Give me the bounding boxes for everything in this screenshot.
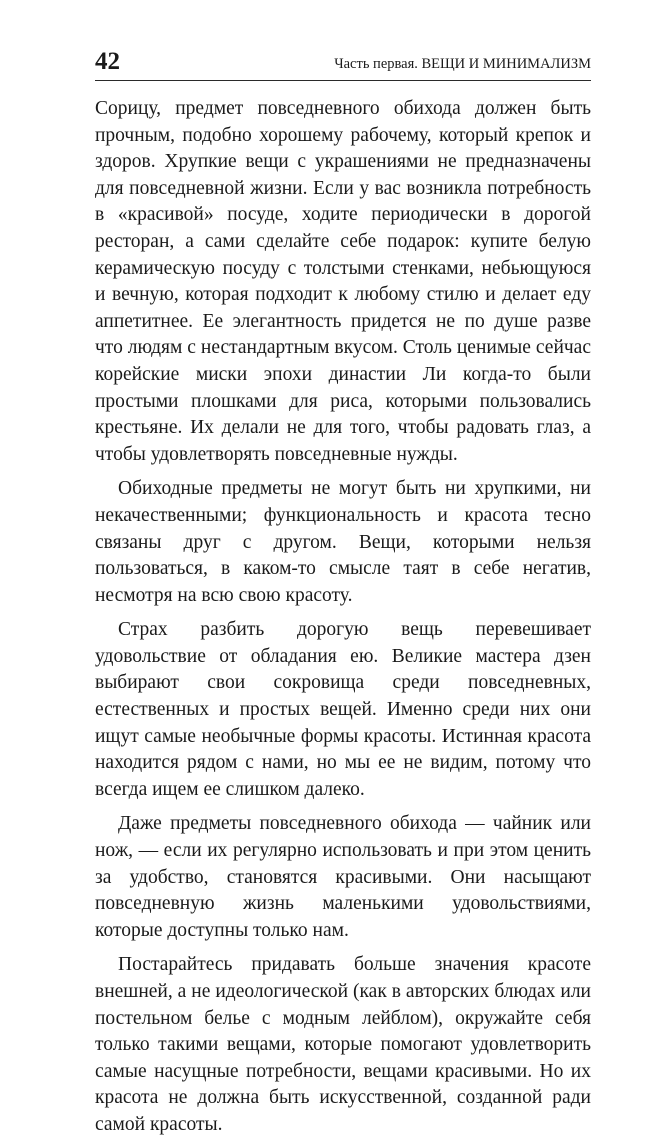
page-number: 42 [95,48,120,75]
page-header [95,40,591,81]
running-head [334,55,591,73]
paragraph: Обиходные предметы не могут быть ни хрупкими, ни некачественными; функциональность и красота тесно связаны друг с другом. Вещи, которыми нельзя пользоваться, в каком-то смысле таят в себе негатив, несмотря на всю свою красоту. [95,478,591,606]
paragraph: Даже предметы повседневного обихода — чайник или нож, — если их регулярно использовать и при этом ценить за удобство, становятся красивыми. Они насыщают повседневную жизнь маленькими удовольствиями, которые доступны только нам. [95,813,591,941]
body-text [95,96,591,1139]
part-label: Часть первая. [334,56,418,72]
paragraph: Сорицу, предмет повседневного обихода должен быть прочным, подобно хорошему рабочему, который крепок и здоров. Хрупкие вещи с украшениями не предназначены для повседневной жизни. Если у вас возникла потребность в «красивой» посуде, ходите периодически в дорогой ресторан, а сами сделайте себе подарок: купите белую керамическую посуду с толстыми стенками, небьющуюся и вечную, которая подходит к любому стилю и делает еду аппетитнее. Ее элегантность придется не по душе разве что людям с нестандартным вкусом. Столь ценимые сейчас корейские миски эпохи династии Ли когда-то были простыми плошками для риса, которыми пользовались крестьяне. Их делали не для того, чтобы радовать глаз, а чтобы удовлетворять повседневные нужды. [95,98,591,465]
paragraph: Страх разбить дорогую вещь перевешивает удовольствие от обладания ею. Великие мастера дзен выбирают свои сокровища среди повседневных, естественных и простых вещей. Именно среди них они ищут самые необычные формы красоты. Истинная красота находится рядом с нами, но мы ее не видим, потому что всегда ищем ее слишком далеко. [95,619,591,800]
paragraph: Постарайтесь придавать больше значения красоте внешней, а не идеологической (как в авторских блюдах или постельном белье с модным лейблом), окружайте себя только такими вещами, которые помогают удовлетворить самые насущные потребности, вещами красивыми. Но их красота не должна быть искусственной, созданной ради самой красоты. [95,954,591,1135]
section-title: ВЕЩИ И МИНИМАЛИЗМ [421,56,591,72]
